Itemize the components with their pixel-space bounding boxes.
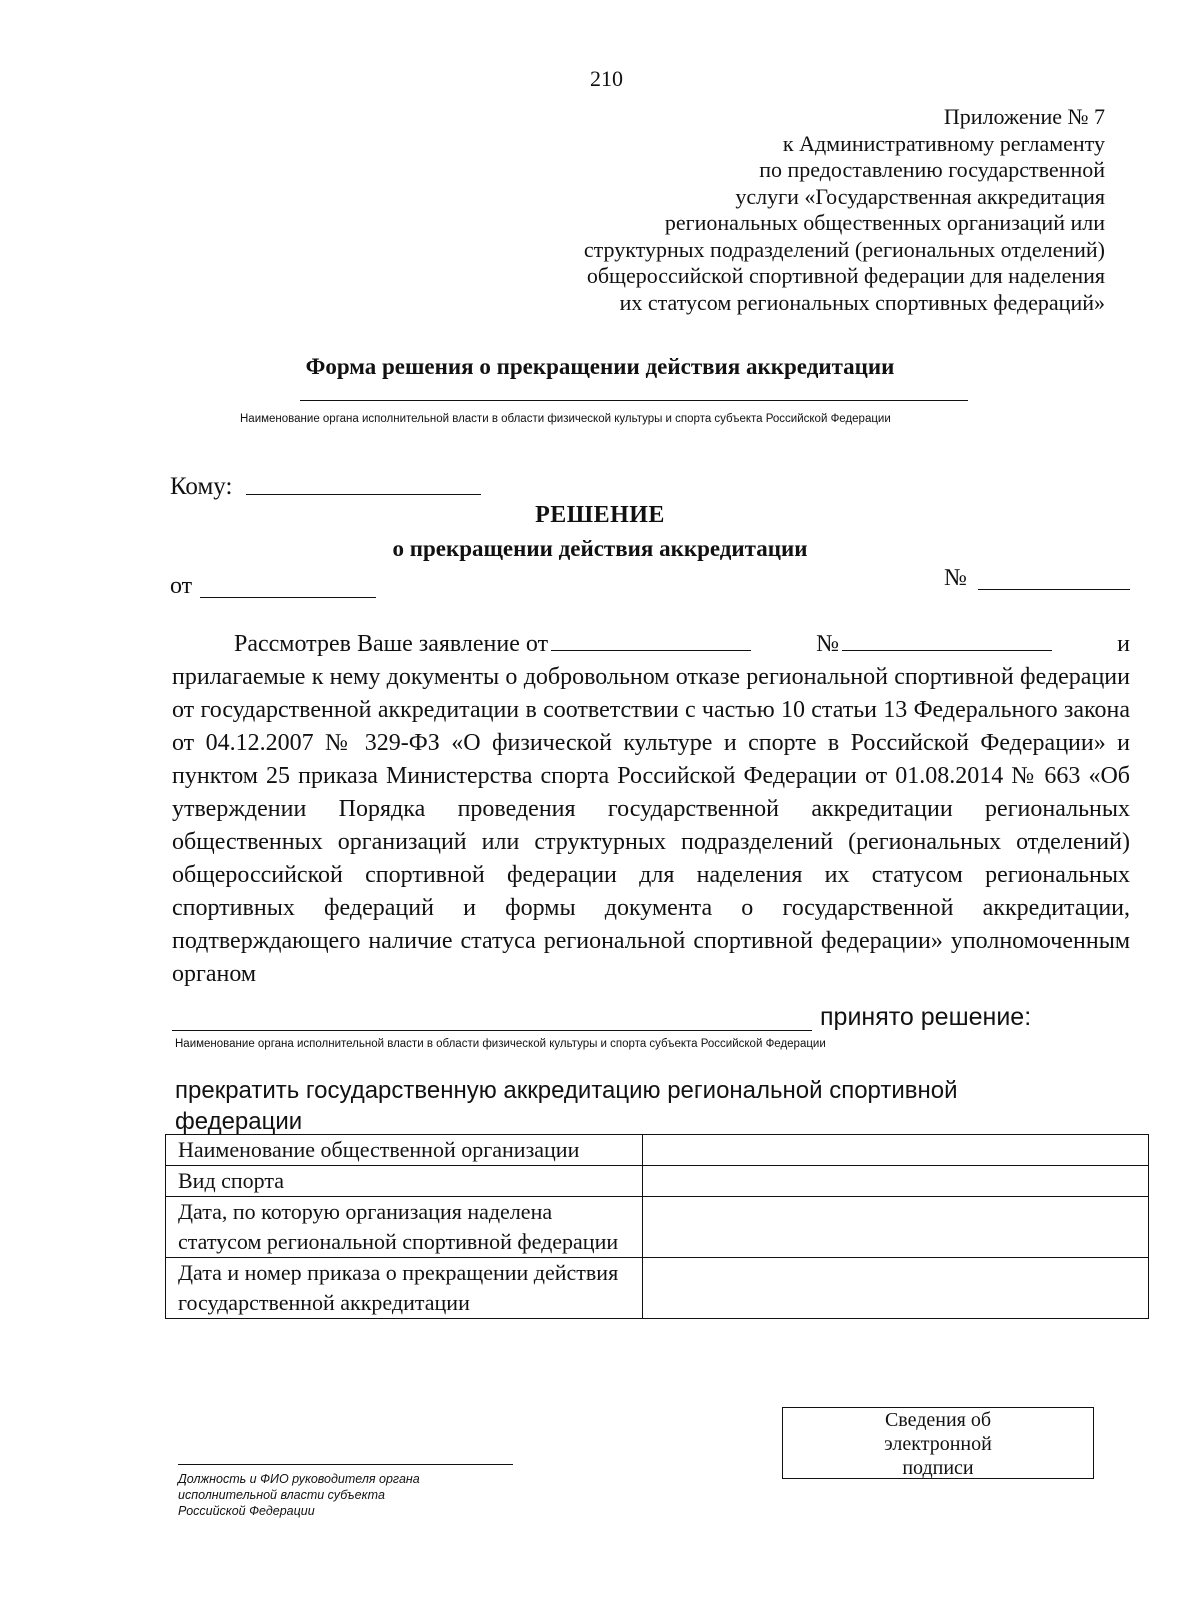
e-signature-line: электронной (884, 1433, 992, 1455)
table-label-cell: Дата, по которую организация наделена статусом региональной спортивной федерации (166, 1197, 643, 1258)
table-label-cell: Дата и номер приказа о прекращении действия государственной аккредитации (166, 1258, 643, 1319)
page-number: 210 (590, 66, 623, 91)
body-paragraph (172, 628, 1130, 991)
appendix-line: их статусом региональных спортивных федераций» (619, 289, 1105, 315)
table-value-cell[interactable] (643, 1258, 1149, 1319)
table-row (166, 1135, 1149, 1166)
table-row (166, 1258, 1149, 1319)
table-value-cell[interactable] (643, 1197, 1149, 1258)
authority-caption: Наименование органа исполнительной власти в области физической культуры и спорта субъекта Российской Федерации (240, 413, 891, 425)
signer-caption (178, 1471, 478, 1519)
appendix-header (584, 104, 1105, 316)
application-date-blank[interactable] (551, 632, 751, 651)
table-row (166, 1197, 1149, 1258)
appendix-line: региональных общественных организаций или (664, 210, 1105, 235)
signer-caption-line: исполнительной власти субъекта (178, 1488, 385, 1502)
appendix-line: услуги «Государственная аккредитация (735, 183, 1105, 209)
application-number-blank[interactable] (842, 632, 1052, 651)
e-signature-box (782, 1407, 1094, 1479)
authority-blank-line-2[interactable] (172, 1030, 812, 1031)
body-first-line (172, 628, 1130, 661)
body-text-b: № (816, 631, 840, 657)
signer-caption-line: Российской Федерации (178, 1504, 315, 1518)
appendix-line: структурных подразделений (региональных отделений) (583, 236, 1105, 262)
appendix-line: общероссийской спортивной федерации для наделения (586, 263, 1105, 288)
signer-blank-line[interactable] (178, 1464, 513, 1465)
decision-made-label: принято решение: (820, 1003, 1032, 1031)
number-label: № (944, 565, 967, 591)
organization-info-table (165, 1134, 1149, 1319)
decision-title: РЕШЕНИЕ (535, 502, 665, 528)
date-label: от (170, 573, 193, 599)
authority-blank-line[interactable] (300, 400, 968, 401)
body-rest: прилагаемые к нему документы о добровольном отказе региональной спортивной федерации от государственной аккредитации в соответствии с частью 10 статьи 13 Федерального закона от 04.12.2007 № 329-ФЗ «О физической культуре и спорте в Российской Федерации» и пунктом 25 приказа Министерства спорта Российской Федерации от 01.08.2014 № 663 «Об утверждении Порядка проведения государственной аккредитации региональных общественных организаций или структурных подразделений (региональных отделений) общероссийской спортивной федерации для наделения их статусом региональных спортивных федераций и формы документа о государственной аккредитации, подтверждающего наличие статуса региональной спортивной федерации» уполномоченным органом (172, 664, 1130, 987)
e-signature-line: Сведения об (884, 1409, 992, 1431)
decision-subtitle: о прекращении действия аккредитации (392, 536, 808, 561)
appendix-line: по предоставлению государственной (759, 157, 1105, 182)
table-value-cell[interactable] (643, 1166, 1149, 1197)
table-label-cell: Наименование общественной организации (166, 1135, 643, 1166)
table-value-cell[interactable] (643, 1135, 1149, 1166)
appendix-line: к Административному регламенту (782, 130, 1105, 156)
terminate-text: прекратить государственную аккредитацию региональной спортивной федерации (175, 1077, 958, 1135)
table-label-cell: Вид спорта (166, 1166, 643, 1197)
to-blank-line[interactable] (246, 494, 481, 495)
to-label: Кому: (170, 473, 233, 500)
appendix-line: Приложение № 7 (943, 104, 1105, 129)
e-signature-line: подписи (902, 1457, 974, 1479)
table-row (166, 1166, 1149, 1197)
authority-caption-2: Наименование органа исполнительной власти в области физической культуры и спорта субъекта Российской Федерации (175, 1038, 826, 1050)
body-text-a: Рассмотрев Ваше заявление от (234, 631, 549, 657)
date-blank-line[interactable] (200, 597, 376, 598)
body-text-c: и (1117, 631, 1130, 657)
number-blank-line[interactable] (978, 589, 1130, 590)
signer-caption-line: Должность и ФИО руководителя органа (178, 1472, 420, 1486)
form-title: Форма решения о прекращении действия аккредитации (305, 354, 895, 379)
